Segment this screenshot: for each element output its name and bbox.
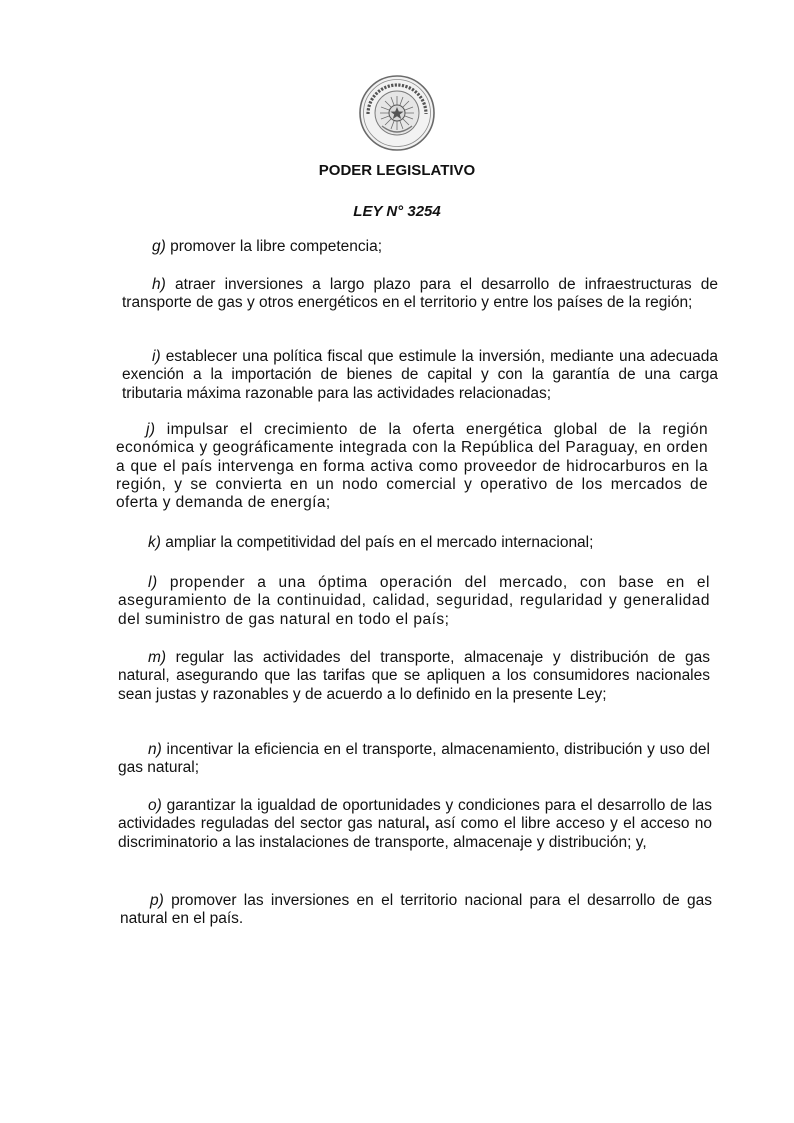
- paragraph-m: [118, 649, 710, 704]
- paragraph-j: [116, 421, 708, 512]
- item-label: k): [148, 534, 161, 551]
- item-text: propender a una óptima operación del mercado, con base en el aseguramiento de la continuidad, calidad, seguridad, regularidad y generalidad del suministro de gas natural en todo el país;: [118, 574, 710, 628]
- item-text: impulsar el crecimiento de la oferta energética global de la región económica y geográficamente integrada con la República del Paraguay, en orden a que el país intervenga en forma activa como proveedor de hidrocarburos en la región, y se convierta en un nodo comercial y operativo de los mercados de oferta y demanda de energía;: [116, 421, 708, 512]
- paragraph-l: [118, 574, 710, 629]
- item-text: ampliar la competitividad del país en el mercado internacional;: [160, 534, 594, 551]
- item-label: p): [150, 892, 164, 909]
- item-label: o): [148, 797, 162, 814]
- item-label: g): [152, 238, 166, 255]
- item-label: m): [148, 649, 167, 666]
- item-label: i): [152, 348, 161, 365]
- bold-comma: ,: [425, 815, 430, 833]
- item-text: promover las inversiones en el territorio nacional para el desarrollo de gas natural en el país.: [120, 892, 712, 928]
- item-label: l): [148, 574, 158, 591]
- item-text: regular las actividades del transporte, almacenaje y distribución de gas natural, asegurando que las tarifas que se apliquen a los consumidores nacionales sean justas y razonables y de acuerdo a lo definido en la presente Ley;: [118, 649, 710, 703]
- paragraph-n: [118, 741, 710, 778]
- page-title: PODER LEGISLATIVO: [318, 162, 476, 179]
- item-text: garantizar la igualdad de oportunidades y condiciones para el desarrollo de las actividades reguladas del sector gas natural: [118, 797, 712, 833]
- paragraph-o: [118, 797, 712, 852]
- item-label: n): [148, 741, 162, 758]
- coat-of-arms-seal: [358, 74, 436, 152]
- paragraph-p: [120, 892, 712, 929]
- item-text: incentivar la eficiencia en el transporte, almacenamiento, distribución y uso del gas natural;: [118, 741, 710, 777]
- item-text-continued: así como el libre acceso y el acceso no discriminatorio a las instalaciones de transporte, almacenaje y distribución; y,: [118, 815, 713, 851]
- item-text: atraer inversiones a largo plazo para el desarrollo de infraestructuras de transporte de gas y otros energéticos en el territorio y entre los países de la región;: [122, 276, 718, 312]
- paragraph-g: [122, 238, 718, 256]
- paragraph-h: [122, 276, 718, 313]
- item-text: promover la libre competencia;: [165, 238, 383, 255]
- item-label: h): [152, 276, 166, 293]
- paragraph-i: [122, 348, 718, 403]
- item-label: j): [146, 421, 156, 438]
- law-number: LEY N° 3254: [353, 203, 441, 220]
- paragraph-k: [118, 534, 710, 552]
- item-text: establecer una política fiscal que estimule la inversión, mediante una adecuada exención a la importación de bienes de capital y con la garantía de una carga tributaria máxima razonable para las actividades relacionadas;: [122, 348, 718, 402]
